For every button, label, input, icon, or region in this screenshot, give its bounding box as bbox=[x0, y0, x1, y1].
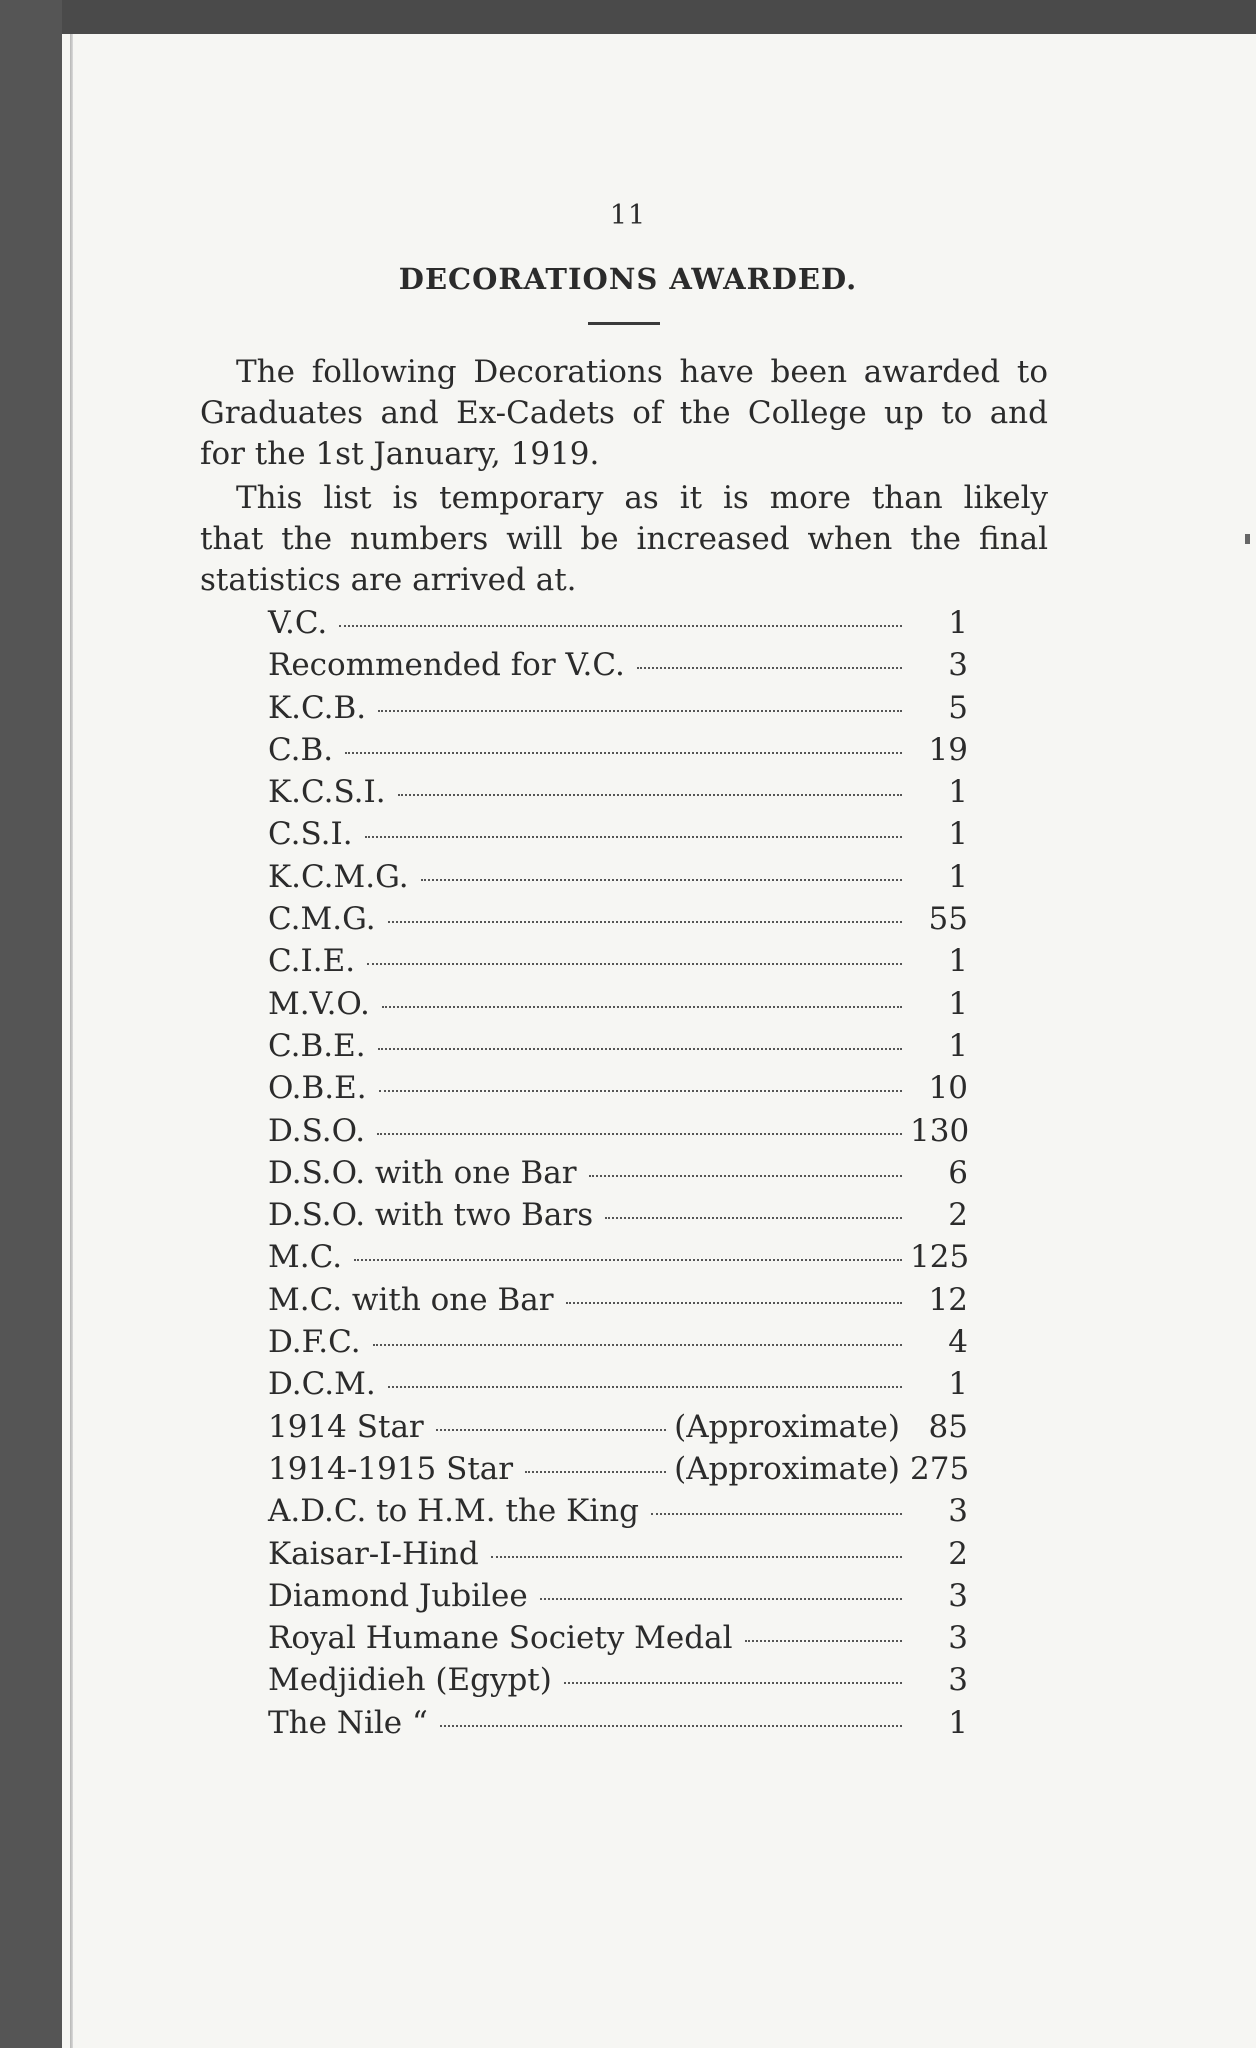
decoration-label: Recommended for V.C. bbox=[268, 647, 625, 684]
dot-leader bbox=[398, 794, 902, 796]
decoration-count: 2 bbox=[948, 1197, 968, 1234]
decoration-row bbox=[268, 729, 968, 771]
dot-leader bbox=[373, 1344, 902, 1346]
decoration-count: 125 bbox=[910, 1239, 970, 1276]
decoration-count: 1 bbox=[948, 985, 968, 1022]
decoration-label: O.B.E. bbox=[268, 1070, 367, 1107]
decoration-label: C.B.E. bbox=[268, 1027, 366, 1064]
decoration-label: D.C.M. bbox=[268, 1366, 376, 1403]
dot-leader bbox=[378, 710, 902, 712]
dot-leader bbox=[378, 1048, 902, 1050]
dot-leader bbox=[440, 1725, 902, 1727]
decoration-row bbox=[268, 687, 968, 729]
decoration-row bbox=[268, 813, 968, 855]
decoration-label: V.C. bbox=[268, 605, 328, 641]
dot-leader bbox=[745, 1640, 903, 1642]
decoration-count: 3 bbox=[948, 1620, 968, 1657]
decoration-row bbox=[268, 1321, 968, 1363]
decoration-label: D.S.O. with one Bar bbox=[268, 1154, 577, 1191]
decoration-row bbox=[268, 771, 968, 813]
scan-border-left bbox=[0, 0, 62, 2048]
decoration-row bbox=[268, 1533, 968, 1575]
decoration-row bbox=[268, 1194, 968, 1236]
decoration-count: 19 bbox=[928, 731, 968, 768]
decoration-row bbox=[268, 1236, 968, 1278]
dot-leader bbox=[637, 667, 902, 669]
decoration-label: D.S.O. with two Bars bbox=[268, 1197, 594, 1234]
decoration-row bbox=[268, 1110, 968, 1152]
dot-leader bbox=[345, 752, 902, 754]
decoration-label: K.C.B. bbox=[268, 689, 367, 726]
decoration-row bbox=[268, 856, 968, 898]
decoration-label: C.S.I. bbox=[268, 816, 353, 853]
decoration-count: 2 bbox=[948, 1535, 968, 1572]
decoration-label: D.F.C. bbox=[268, 1324, 361, 1361]
dot-leader bbox=[566, 1302, 902, 1304]
decoration-count: 10 bbox=[928, 1070, 968, 1107]
decoration-label: Royal Humane Society Medal bbox=[268, 1620, 733, 1657]
dot-leader bbox=[589, 1175, 902, 1177]
dot-leader bbox=[388, 1386, 902, 1388]
dot-leader bbox=[436, 1429, 666, 1431]
decoration-row bbox=[268, 1448, 968, 1490]
decorations-list bbox=[268, 602, 968, 1744]
decoration-count: 6 bbox=[948, 1154, 968, 1191]
decoration-count: 1 bbox=[948, 774, 968, 811]
dot-leader bbox=[605, 1217, 902, 1219]
decoration-row bbox=[268, 1617, 968, 1659]
decoration-count: 55 bbox=[928, 901, 968, 938]
decoration-count: 3 bbox=[948, 1662, 968, 1699]
page-title: DECORATIONS AWARDED. bbox=[398, 262, 858, 296]
intro-paragraph-2 bbox=[200, 478, 1048, 601]
dot-leader bbox=[651, 1513, 902, 1515]
decoration-row bbox=[268, 1575, 968, 1617]
decoration-label: Medjidieh (Egypt) bbox=[268, 1662, 552, 1699]
decoration-row bbox=[268, 1067, 968, 1109]
dot-leader bbox=[525, 1471, 666, 1473]
intro-paragraph-1 bbox=[200, 352, 1048, 475]
decoration-count: 85 bbox=[928, 1408, 968, 1445]
dot-leader bbox=[379, 1090, 902, 1092]
decoration-label: A.D.C. to H.M. the King bbox=[268, 1493, 639, 1530]
paragraph-line: for the 1st January, 1919. bbox=[200, 436, 600, 472]
decoration-label: C.B. bbox=[268, 731, 334, 768]
decoration-label: C.M.G. bbox=[268, 901, 376, 938]
dot-leader bbox=[354, 1259, 902, 1261]
decoration-count: 130 bbox=[910, 1112, 970, 1149]
decoration-label: K.C.M.G. bbox=[268, 858, 409, 895]
dot-leader bbox=[388, 921, 902, 923]
decoration-row bbox=[268, 1363, 968, 1405]
decoration-label: 1914-1915 Star bbox=[268, 1450, 514, 1487]
decoration-label: Diamond Jubilee bbox=[268, 1577, 528, 1614]
paragraph-line: that the numbers will be increased when the final bbox=[200, 521, 1048, 557]
decoration-count: 1 bbox=[948, 858, 968, 895]
page-number: 11 bbox=[609, 200, 647, 231]
dot-leader bbox=[339, 625, 902, 627]
decoration-count: 1 bbox=[948, 943, 968, 980]
decoration-count: 1 bbox=[948, 605, 968, 641]
decoration-count: 12 bbox=[928, 1281, 968, 1318]
decoration-count: 1 bbox=[948, 1704, 968, 1741]
decoration-count: 3 bbox=[948, 1577, 968, 1614]
decoration-row bbox=[268, 983, 968, 1025]
decoration-label: 1914 Star bbox=[268, 1408, 424, 1445]
decoration-label: C.I.E. bbox=[268, 943, 356, 980]
decoration-row bbox=[268, 940, 968, 982]
dot-leader bbox=[421, 879, 902, 881]
dot-leader bbox=[540, 1598, 902, 1600]
decoration-row bbox=[268, 1490, 968, 1532]
decoration-count: 4 bbox=[948, 1324, 968, 1361]
dot-leader bbox=[491, 1556, 902, 1558]
decoration-row bbox=[268, 1025, 968, 1067]
decoration-count: 3 bbox=[948, 647, 968, 684]
decoration-row bbox=[268, 602, 968, 644]
dot-leader bbox=[367, 963, 902, 965]
decoration-count: 1 bbox=[948, 816, 968, 853]
decoration-note: (Approximate) bbox=[674, 1408, 900, 1445]
decoration-row bbox=[268, 1702, 968, 1744]
decoration-label: Kaisar-I-Hind bbox=[268, 1535, 479, 1572]
decoration-count: 1 bbox=[948, 1027, 968, 1064]
decoration-row bbox=[268, 1279, 968, 1321]
dot-leader bbox=[382, 1006, 902, 1008]
decoration-row bbox=[268, 1659, 968, 1701]
decoration-row bbox=[268, 898, 968, 940]
title-rule bbox=[588, 322, 660, 325]
decoration-label: The Nile “ bbox=[268, 1704, 428, 1741]
dot-leader bbox=[377, 1133, 902, 1135]
page-gutter-line bbox=[70, 34, 73, 2048]
decoration-count: 1 bbox=[948, 1366, 968, 1403]
paragraph-line: Graduates and Ex-Cadets of the College up to and bbox=[200, 395, 1048, 431]
paragraph-line: This list is temporary as it is more than likely bbox=[236, 480, 1048, 516]
decoration-count: 5 bbox=[948, 689, 968, 726]
decoration-label: K.C.S.I. bbox=[268, 774, 386, 811]
decoration-note: (Approximate) bbox=[674, 1450, 900, 1487]
decoration-row bbox=[268, 644, 968, 686]
decoration-count: 275 bbox=[910, 1450, 970, 1487]
decoration-label: M.C. with one Bar bbox=[268, 1281, 554, 1318]
decoration-row bbox=[268, 1406, 968, 1448]
paragraph-line: statistics are arrived at. bbox=[200, 562, 577, 598]
scan-mark bbox=[1245, 534, 1250, 544]
dot-leader bbox=[365, 836, 902, 838]
paragraph-line: The following Decorations have been awarded to bbox=[236, 354, 1048, 390]
decoration-label: M.V.O. bbox=[268, 985, 370, 1022]
decoration-label: M.C. bbox=[268, 1239, 343, 1276]
decoration-label: D.S.O. bbox=[268, 1112, 366, 1149]
decoration-count: 3 bbox=[948, 1493, 968, 1530]
decoration-row bbox=[268, 1152, 968, 1194]
dot-leader bbox=[564, 1682, 902, 1684]
